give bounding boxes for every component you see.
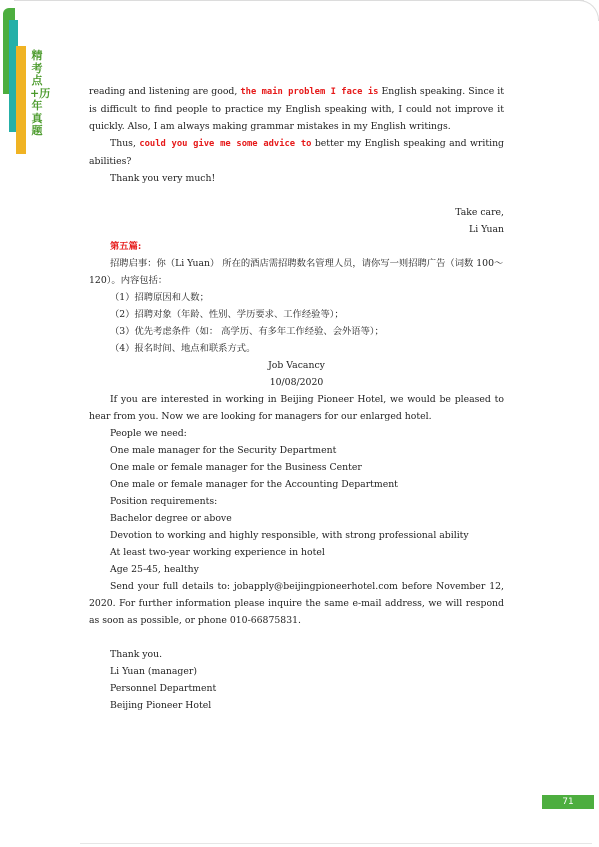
letter-paragraph-3: Thank you very much! bbox=[110, 173, 216, 184]
ad-req-item: At least two-year working experience in hotel bbox=[110, 547, 325, 558]
ad-title: Job Vacancy bbox=[268, 360, 325, 371]
task-prompt: 招聘启事：你（Li Yuan） 所在的酒店需招聘数名管理人员，请你写一则招聘广告（词数 100～120）。内容包括： bbox=[89, 258, 504, 286]
highlight-phrase: could you give me some advice to bbox=[139, 139, 312, 149]
task-item: （4）报名时间、地点和联系方式。 bbox=[110, 343, 256, 354]
letter-paragraph-1 bbox=[89, 83, 504, 135]
letter-paragraph-2 bbox=[89, 135, 504, 170]
letter-closing: Take care, bbox=[455, 207, 504, 218]
ad-req-label: Position requirements: bbox=[110, 496, 218, 507]
ad-req-item: Devotion to working and highly responsible, with strong professional ability bbox=[110, 530, 469, 541]
ad-need-item: One male or female manager for the Accounting Department bbox=[110, 479, 398, 490]
page-number: 71 bbox=[542, 795, 594, 809]
ad-date: 10/08/2020 bbox=[269, 377, 324, 388]
orange-accent-bar bbox=[16, 46, 26, 154]
highlight-phrase: the main problem I face is bbox=[240, 87, 379, 97]
letter-text: better my English speaking and writing abilities? bbox=[89, 138, 505, 167]
sidebar-label: 精考点+历年真题 bbox=[30, 49, 51, 137]
letter-text: Thus, bbox=[110, 138, 140, 149]
task-item: （3）优先考虑条件（如： 高学历、有多年工作经验、会外语等）； bbox=[110, 326, 384, 337]
ad-contact: Send your full details to: jobapply@beijingpioneerhotel.com before November 12, 2020. For further information please inquire the same e-mail address, we will respond as soon as possible, or phone 010-66875831. bbox=[89, 581, 504, 626]
letter-text: reading and listening are good, bbox=[89, 86, 241, 97]
ad-signer: Li Yuan (manager) bbox=[110, 666, 197, 677]
letter-signature: Li Yuan bbox=[469, 224, 504, 235]
ad-req-item: Bachelor degree or above bbox=[110, 513, 232, 524]
ad-department: Personnel Department bbox=[110, 683, 217, 694]
ad-thanks: Thank you. bbox=[110, 649, 163, 660]
ad-hotel: Beijing Pioneer Hotel bbox=[110, 700, 212, 711]
ad-need-item: One male manager for the Security Department bbox=[110, 445, 337, 456]
ad-need-item: One male or female manager for the Business Center bbox=[110, 462, 362, 473]
section-heading: 第五篇: bbox=[110, 241, 142, 252]
main-content bbox=[89, 83, 504, 714]
ad-need-label: People we need: bbox=[110, 428, 187, 439]
ad-req-item: Age 25-45, healthy bbox=[110, 564, 199, 575]
page-corner bbox=[568, 0, 599, 21]
bottom-border bbox=[80, 843, 592, 844]
top-border bbox=[14, 0, 584, 1]
letter-text: English speaking. Since it is difficult to find people to practice my English speaking with, I could not improve it quickly. Also, I am always making grammar mistakes in my English writings. bbox=[89, 86, 504, 132]
task-item: （1）招聘原因和人数； bbox=[110, 292, 209, 303]
ad-intro: If you are interested in working in Beijing Pioneer Hotel, we would be pleased to hear from you. Now we are looking for managers for our enlarged hotel. bbox=[89, 394, 504, 422]
task-item: （2）招聘对象（年龄、性别、学历要求、工作经验等）； bbox=[110, 309, 344, 320]
